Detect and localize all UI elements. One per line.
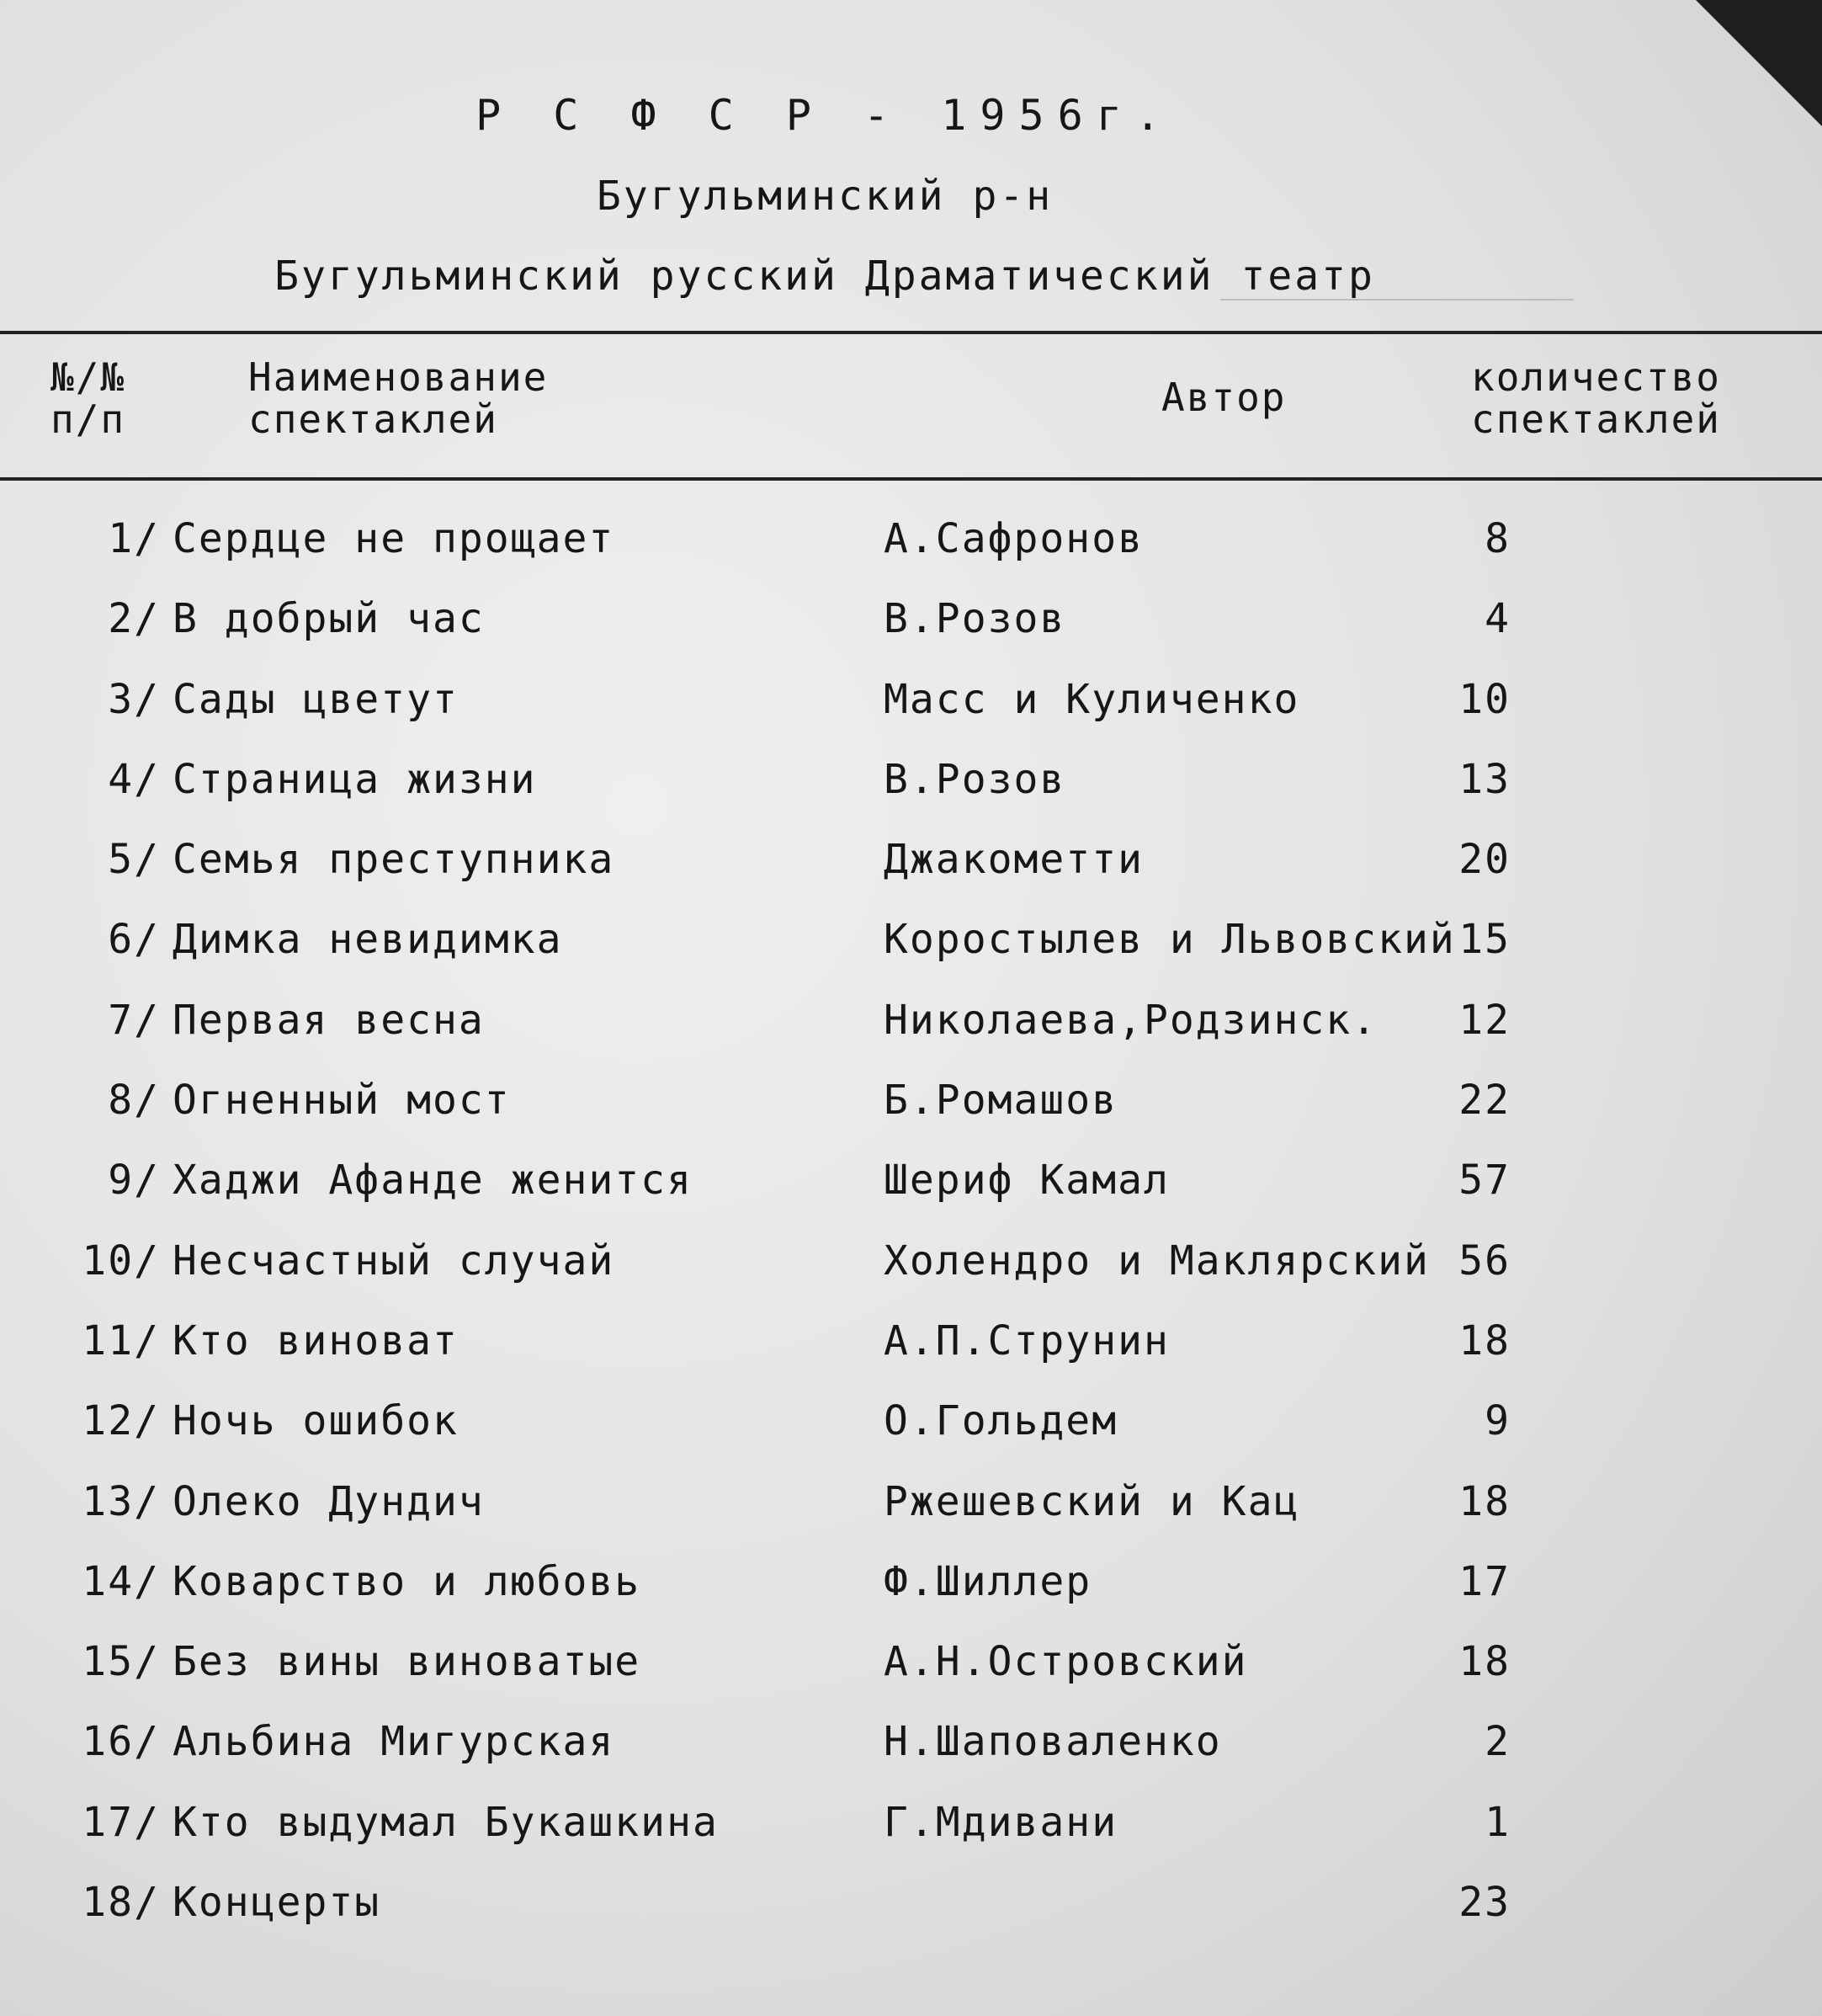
row-author: Ф.Шиллер bbox=[884, 1557, 1092, 1605]
row-author: О.Гольдем bbox=[884, 1397, 1118, 1445]
table-row bbox=[0, 1873, 1822, 1953]
row-number: 10/ bbox=[82, 1237, 160, 1285]
row-number: 17/ bbox=[82, 1798, 160, 1846]
row-title: Концерты bbox=[173, 1879, 381, 1927]
row-count: 18 bbox=[1458, 1638, 1511, 1686]
row-count: 2 bbox=[1485, 1718, 1511, 1766]
row-number: 16/ bbox=[82, 1718, 160, 1766]
row-count: 8 bbox=[1485, 515, 1511, 562]
row-number: 18/ bbox=[82, 1879, 160, 1927]
row-title: Несчастный случай bbox=[173, 1237, 615, 1285]
row-title: Без вины виноватые bbox=[173, 1638, 641, 1686]
row-title: Страница жизни bbox=[173, 755, 537, 803]
column-header-name: Наименование спектаклей bbox=[248, 354, 549, 442]
row-count: 20 bbox=[1458, 836, 1511, 884]
document-title: Р С Ф С Р - 1956г. bbox=[475, 91, 1174, 140]
row-title: В добрый час bbox=[173, 595, 485, 643]
row-author: Холендро и Маклярский bbox=[884, 1237, 1430, 1285]
table-row bbox=[0, 509, 1822, 589]
table-row bbox=[0, 1552, 1822, 1632]
folded-corner bbox=[1696, 0, 1822, 126]
table-row bbox=[0, 991, 1822, 1071]
table-row bbox=[0, 830, 1822, 910]
row-author: В.Розов bbox=[884, 595, 1066, 643]
district-name: Бугульминский р-н bbox=[596, 173, 1054, 220]
row-title: Семья преступника bbox=[173, 836, 615, 884]
row-author: Шериф Камал bbox=[884, 1157, 1170, 1205]
table-row bbox=[0, 1071, 1822, 1151]
row-count: 15 bbox=[1458, 916, 1511, 964]
row-number: 13/ bbox=[82, 1477, 160, 1525]
row-title: Кто выдумал Букашкина bbox=[173, 1798, 719, 1846]
table-row bbox=[0, 670, 1822, 750]
column-header-count: количество спектаклей bbox=[1471, 354, 1721, 442]
row-count: 57 bbox=[1458, 1157, 1511, 1205]
row-number: 4/ bbox=[108, 755, 160, 803]
row-count: 10 bbox=[1458, 675, 1511, 723]
row-count: 56 bbox=[1458, 1237, 1511, 1285]
column-header-author: Автор bbox=[1161, 375, 1287, 420]
row-number: 11/ bbox=[82, 1317, 160, 1364]
row-number: 12/ bbox=[82, 1397, 160, 1445]
row-number: 9/ bbox=[108, 1157, 160, 1205]
row-author: Б.Ромашов bbox=[884, 1077, 1118, 1125]
row-title: Альбина Мигурская bbox=[173, 1718, 615, 1766]
row-number: 14/ bbox=[82, 1557, 160, 1605]
row-count: 4 bbox=[1485, 595, 1511, 643]
row-author: Коростылев и Львовский bbox=[884, 916, 1456, 964]
row-number: 8/ bbox=[108, 1077, 160, 1125]
row-number: 3/ bbox=[108, 675, 160, 723]
row-author: Масс и Куличенко bbox=[884, 675, 1300, 723]
row-number: 6/ bbox=[108, 916, 160, 964]
row-count: 13 bbox=[1458, 755, 1511, 803]
column-header-number: №/№ п/п bbox=[50, 354, 126, 442]
row-count: 18 bbox=[1458, 1317, 1511, 1364]
row-author: Н.Шаповаленко bbox=[884, 1718, 1222, 1766]
table-row bbox=[0, 750, 1822, 830]
table-row bbox=[0, 589, 1822, 669]
table-row bbox=[0, 910, 1822, 990]
row-count: 12 bbox=[1458, 996, 1511, 1044]
row-title: Сердце не прощает bbox=[173, 515, 615, 562]
row-count: 18 bbox=[1458, 1477, 1511, 1525]
table-row bbox=[0, 1311, 1822, 1391]
performance-table bbox=[0, 509, 1822, 1953]
row-number: 1/ bbox=[108, 515, 160, 562]
table-row bbox=[0, 1231, 1822, 1311]
table-row bbox=[0, 1151, 1822, 1231]
table-row bbox=[0, 1632, 1822, 1712]
row-author: А.Н.Островский bbox=[884, 1638, 1248, 1686]
row-author: Джакометти bbox=[884, 836, 1144, 884]
row-number: 2/ bbox=[108, 595, 160, 643]
row-count: 17 bbox=[1458, 1557, 1511, 1605]
row-title: Сады цветут bbox=[173, 675, 459, 723]
row-author: Ржешевский и Кац bbox=[884, 1477, 1300, 1525]
table-top-rule bbox=[0, 331, 1822, 334]
row-count: 22 bbox=[1458, 1077, 1511, 1125]
row-count: 1 bbox=[1485, 1798, 1511, 1846]
table-row bbox=[0, 1391, 1822, 1471]
table-row bbox=[0, 1793, 1822, 1873]
row-title: Огненный мост bbox=[173, 1077, 511, 1125]
row-author: Николаева,Родзинск. bbox=[884, 996, 1378, 1044]
row-title: Димка невидимка bbox=[173, 916, 563, 964]
row-number: 15/ bbox=[82, 1638, 160, 1686]
theatre-name: Бугульминский русский Драматический театр bbox=[274, 253, 1375, 300]
table-row bbox=[0, 1472, 1822, 1552]
row-title: Олеко Дундич bbox=[173, 1477, 485, 1525]
row-count: 9 bbox=[1485, 1397, 1511, 1445]
row-number: 7/ bbox=[108, 996, 160, 1044]
row-author: В.Розов bbox=[884, 755, 1066, 803]
row-author: А.П.Струнин bbox=[884, 1317, 1170, 1364]
row-author: Г.Мдивани bbox=[884, 1798, 1118, 1846]
row-number: 5/ bbox=[108, 836, 160, 884]
table-header-rule bbox=[0, 477, 1822, 481]
row-title: Кто виноват bbox=[173, 1317, 459, 1364]
table-row bbox=[0, 1712, 1822, 1792]
row-title: Коварство и любовь bbox=[173, 1557, 641, 1605]
row-title: Первая весна bbox=[173, 996, 485, 1044]
row-count: 23 bbox=[1458, 1879, 1511, 1927]
row-author: А.Сафронов bbox=[884, 515, 1144, 562]
row-title: Хаджи Афанде женится bbox=[173, 1157, 693, 1205]
row-title: Ночь ошибок bbox=[173, 1397, 459, 1445]
